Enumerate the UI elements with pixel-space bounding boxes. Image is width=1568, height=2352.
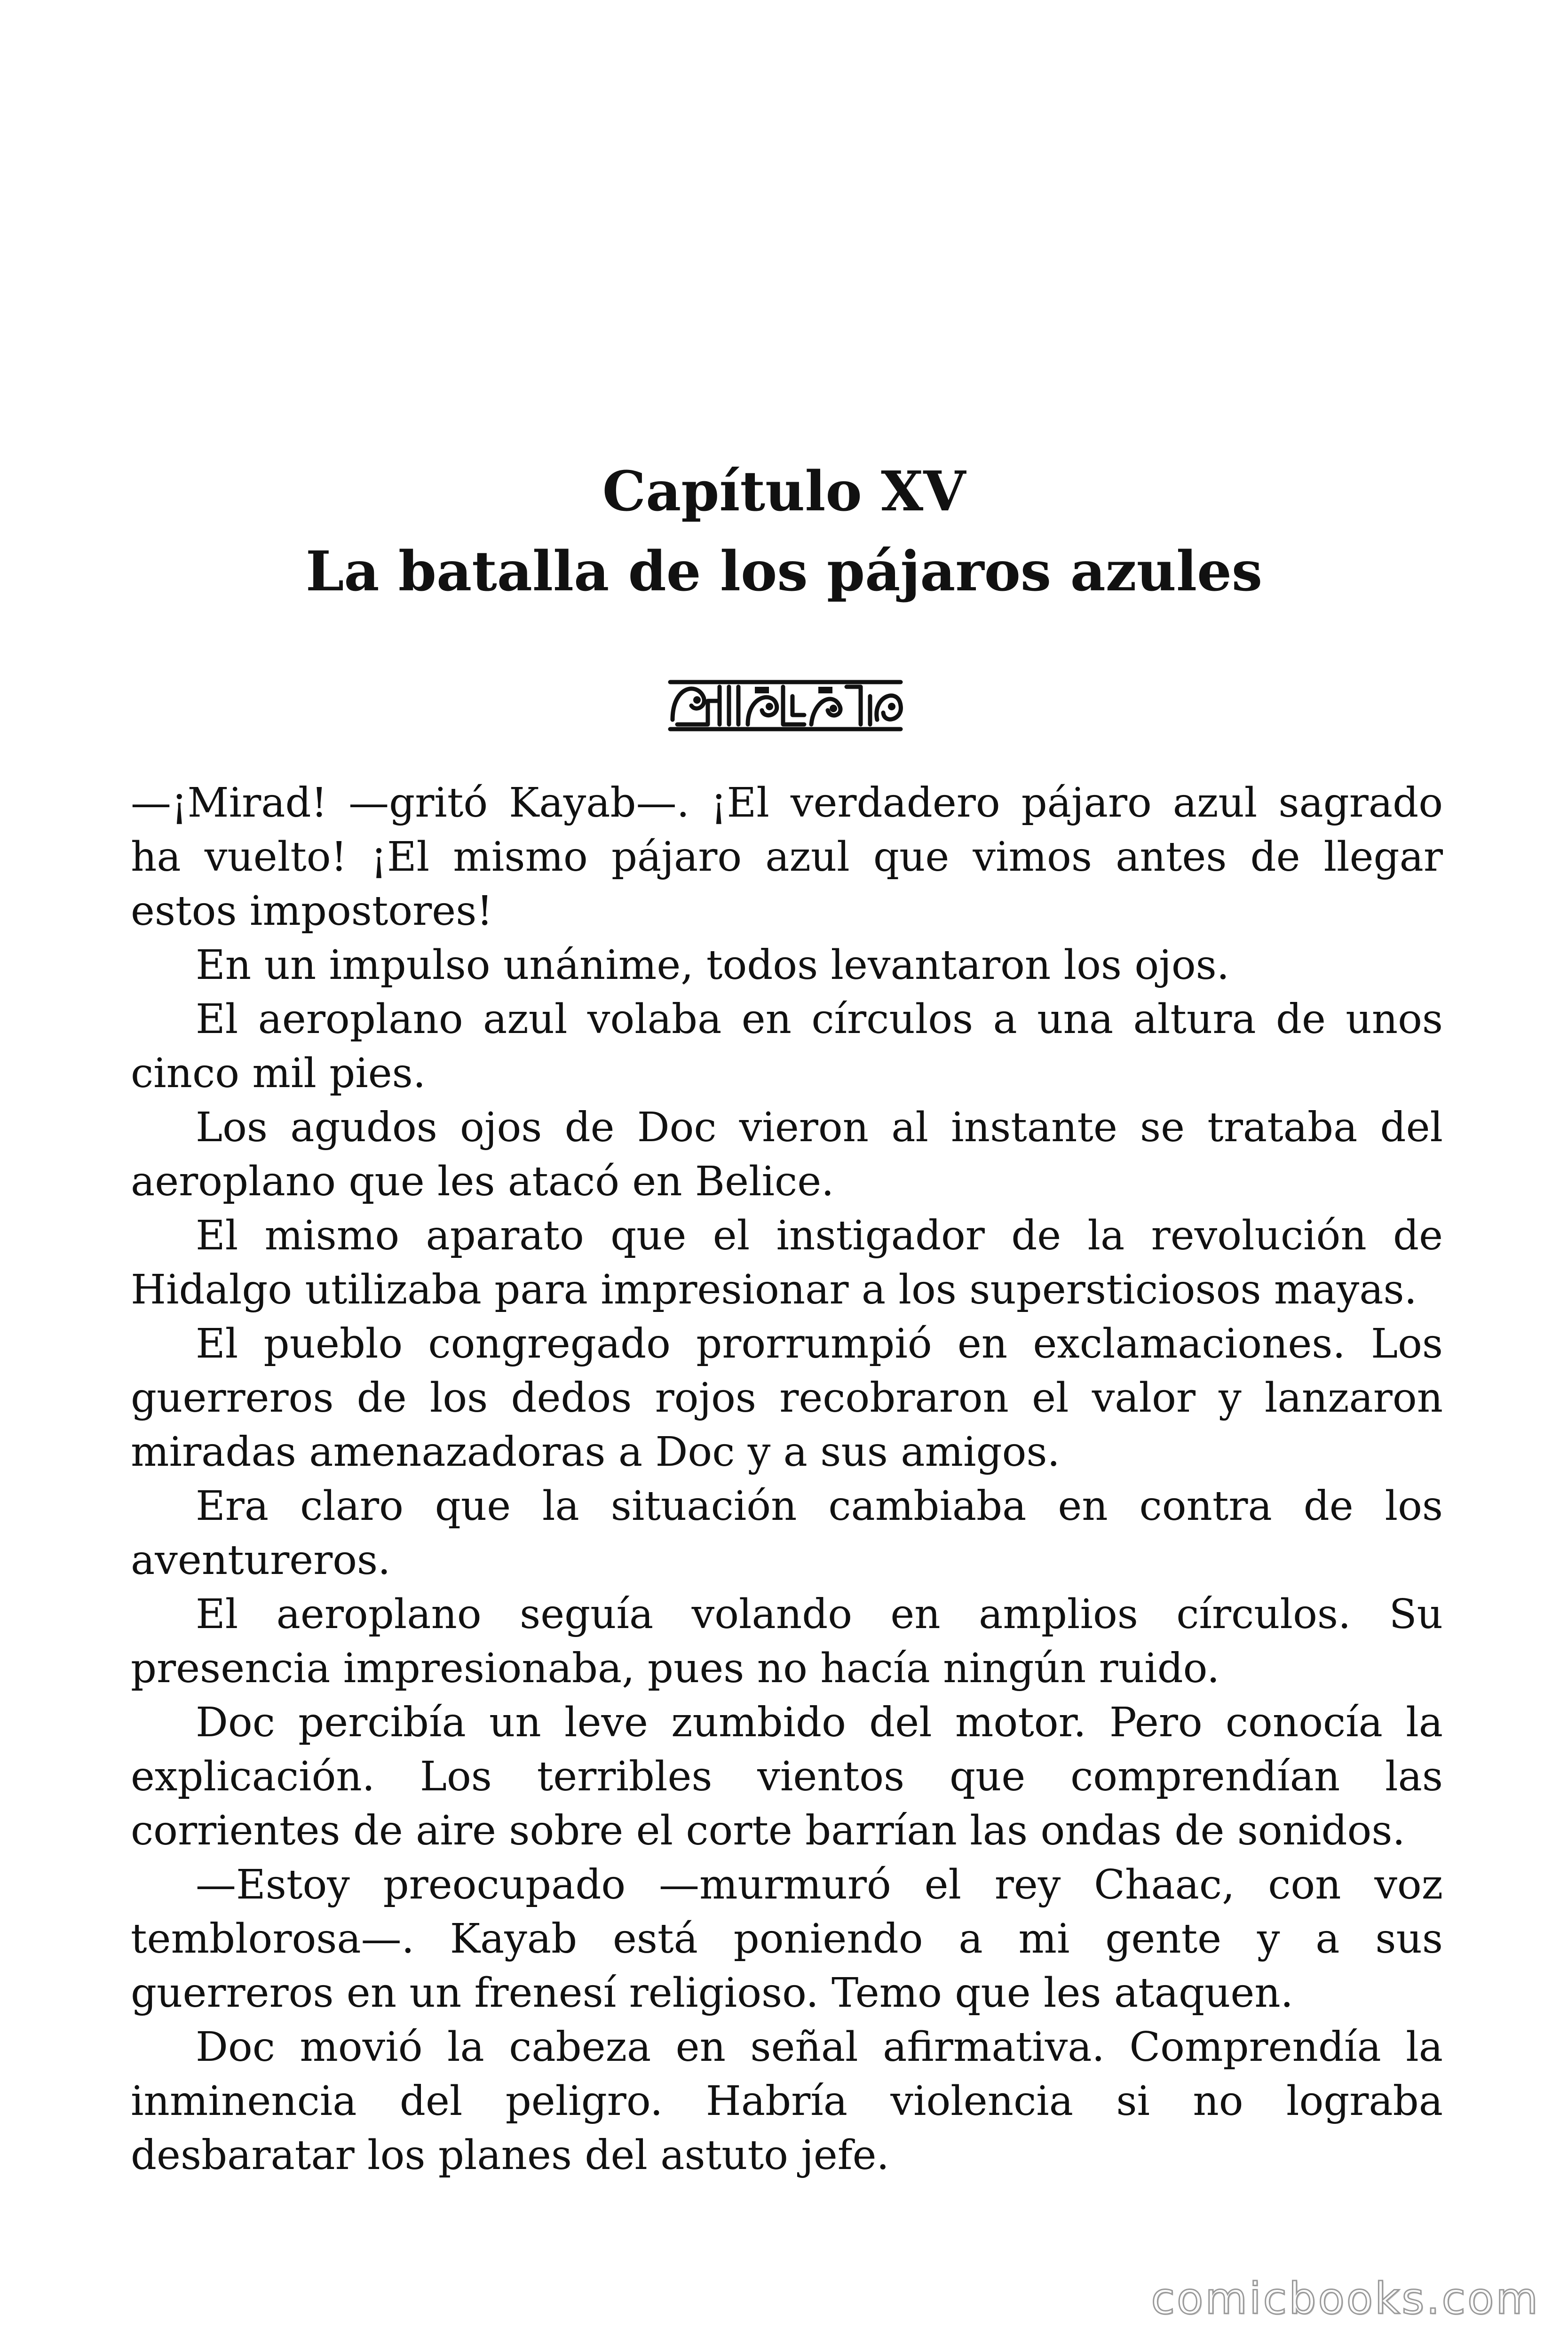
paragraph: —Estoy preocupado —murmuró el rey Chaac, con voz temblorosa—. Kayab está poniendo a mi gente y a sus guerreros en un frenesí religioso. Temo que les ataquen. (131, 1861, 1443, 2017)
paragraph: Doc movió la cabeza en señal afirmativa. Comprendía la inminencia del peligro. Habría violencia si no lograba desbaratar los planes del astuto jefe. (131, 2024, 1443, 2179)
paragraph: En un impulso unánime, todos levantaron los ojos. (196, 942, 1230, 989)
paragraph: El aeroplano azul volaba en círculos a una altura de unos cinco mil pies. (131, 996, 1443, 1097)
chapter-number: Capítulo XV (602, 460, 966, 524)
paragraph: El aeroplano seguía volando en amplios círculos. Su presencia impresionaba, pues no hacía ningún ruido. (131, 1591, 1443, 1692)
paragraph: El mismo aparato que el instigador de la revolución de Hidalgo utilizaba para impresionar a los supersticiosos mayas. (131, 1212, 1443, 1313)
paragraph: El pueblo congregado prorrumpió en exclamaciones. Los guerreros de los dedos rojos recobraron el valor y lanzaron miradas amenazadoras a Doc y a sus amigos. (131, 1320, 1443, 1476)
mayan-glyph-ornament-icon (663, 668, 908, 739)
paragraph: —¡Mirad! —gritó Kayab—. ¡El verdadero pájaro azul sagrado ha vuelto! ¡El mismo pájaro azul que vimos antes de llegar estos impostores! (131, 779, 1443, 935)
paragraph: Era claro que la situación cambiaba en contra de los aventureros. (131, 1483, 1443, 1584)
paragraph: Doc percibía un leve zumbido del motor. Pero conocía la explicación. Los terribles vientos que comprendían las corrientes de aire sobre el corte barrían las ondas de sonidos. (131, 1699, 1443, 1854)
chapter-title: La batalla de los pájaros azules (305, 540, 1263, 604)
paragraph: Los agudos ojos de Doc vieron al instante se trataba del aeroplano que les atacó en Belice. (131, 1104, 1443, 1205)
body-text (131, 776, 1443, 2183)
watermark: comicbooks.com (1151, 2273, 1540, 2324)
chapter-heading (0, 452, 1568, 612)
